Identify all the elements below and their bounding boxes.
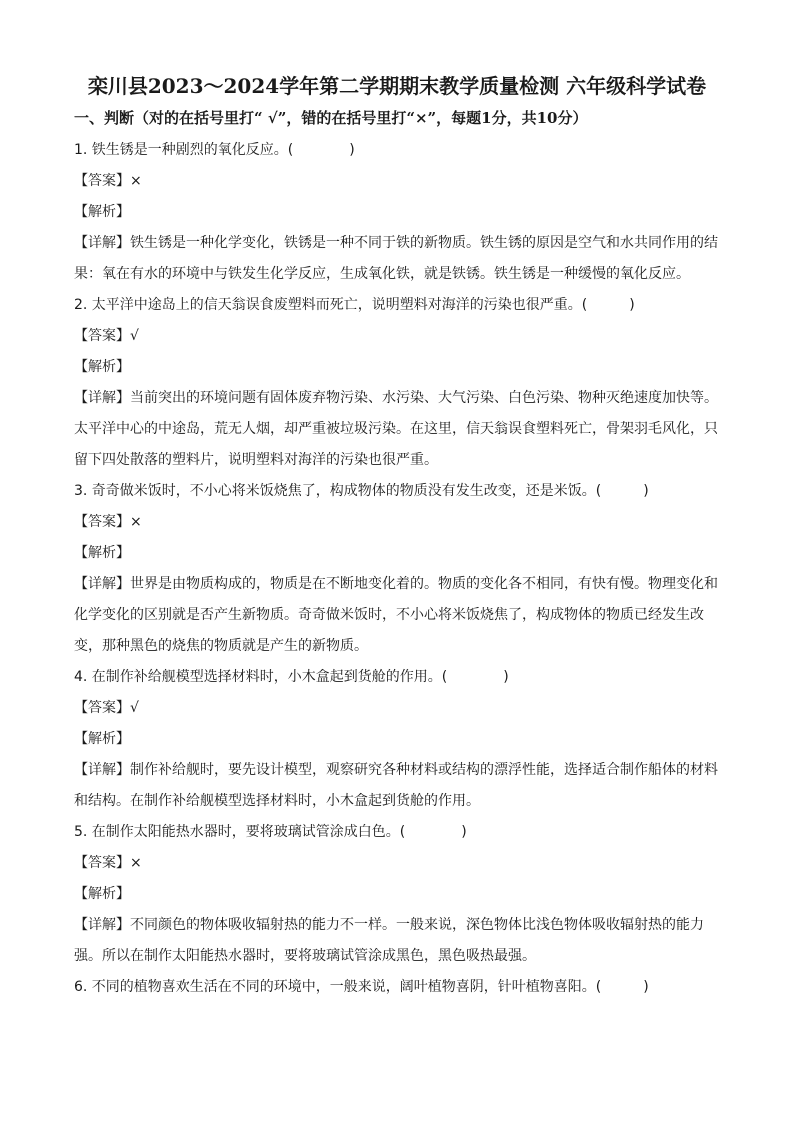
answer-4: 【答案】√	[74, 700, 139, 716]
analysis-label-5: 【解析】	[74, 886, 130, 902]
detail-1-line-2: 果：氧在有水的环境中与铁发生化学反应，生成氧化铁，就是铁锈。铁生锈是一种缓慢的氧化反应。	[74, 266, 690, 282]
detail-1-line-1: 【详解】铁生锈是一种化学变化，铁锈是一种不同于铁的新物质。铁生锈的原因是空气和水共同作用的结	[74, 235, 718, 251]
question-6: 6. 不同的植物喜欢生活在不同的环境中，一般来说，阔叶植物喜阴，针叶植物喜阳。( )	[74, 979, 649, 995]
question-3: 3. 奇奇做米饭时，不小心将米饭烧焦了，构成物体的物质没有发生改变，还是米饭。( )	[74, 483, 649, 499]
detail-3-line-2: 化学变化的区别就是否产生新物质。奇奇做米饭时，不小心将米饭烧焦了，构成物体的物质已经发生改	[74, 607, 704, 623]
answer-1: 【答案】×	[74, 173, 142, 189]
detail-5-line-2: 强。所以在制作太阳能热水器时，要将玻璃试管涂成黑色，黑色吸热最强。	[74, 948, 536, 964]
question-2: 2. 太平洋中途岛上的信天翁误食废塑料而死亡，说明塑料对海洋的污染也很严重。( )	[74, 297, 635, 313]
analysis-label-1: 【解析】	[74, 204, 130, 220]
detail-2-line-2: 太平洋中心的中途岛，荒无人烟，却严重被垃圾污染。在这里，信天翁误食塑料死亡，骨架羽毛风化，只	[74, 421, 718, 437]
analysis-label-2: 【解析】	[74, 359, 130, 375]
analysis-label-3: 【解析】	[74, 545, 130, 561]
page-title: 栾川县2023～2024学年第二学期期末教学质量检测 六年级科学试卷	[87, 74, 707, 98]
analysis-label-4: 【解析】	[74, 731, 130, 747]
answer-5: 【答案】×	[74, 855, 142, 871]
answer-3: 【答案】×	[74, 514, 142, 530]
detail-4-line-2: 和结构。在制作补给舰模型选择材料时，小木盒起到货舱的作用。	[74, 793, 480, 809]
detail-3-line-3: 变，那种黑色的烧焦的物质就是产生的新物质。	[74, 638, 368, 654]
question-5: 5. 在制作太阳能热水器时，要将玻璃试管涂成白色。( )	[74, 824, 467, 840]
question-4: 4. 在制作补给舰模型选择材料时，小木盒起到货舱的作用。( )	[74, 669, 509, 685]
question-1: 1. 铁生锈是一种剧烈的氧化反应。( )	[74, 142, 355, 158]
detail-4-line-1: 【详解】制作补给舰时，要先设计模型，观察研究各种材料或结构的漂浮性能，选择适合制作船体的材料	[74, 762, 718, 778]
detail-3-line-1: 【详解】世界是由物质构成的，物质是在不断地变化着的。物质的变化各不相同，有快有慢。物理变化和	[74, 576, 718, 592]
section-heading: 一、判断（对的在括号里打“ √”，错的在括号里打“×”，每题1分，共10分）	[74, 109, 588, 127]
detail-2-line-1: 【详解】当前突出的环境问题有固体废弃物污染、水污染、大气污染、白色污染、物种灭绝速度加快等。	[74, 390, 718, 406]
answer-2: 【答案】√	[74, 328, 139, 344]
detail-5-line-1: 【详解】不同颜色的物体吸收辐射热的能力不一样。一般来说，深色物体比浅色物体吸收辐射热的能力	[74, 917, 704, 933]
detail-2-line-3: 留下四处散落的塑料片，说明塑料对海洋的污染也很严重。	[74, 452, 438, 468]
